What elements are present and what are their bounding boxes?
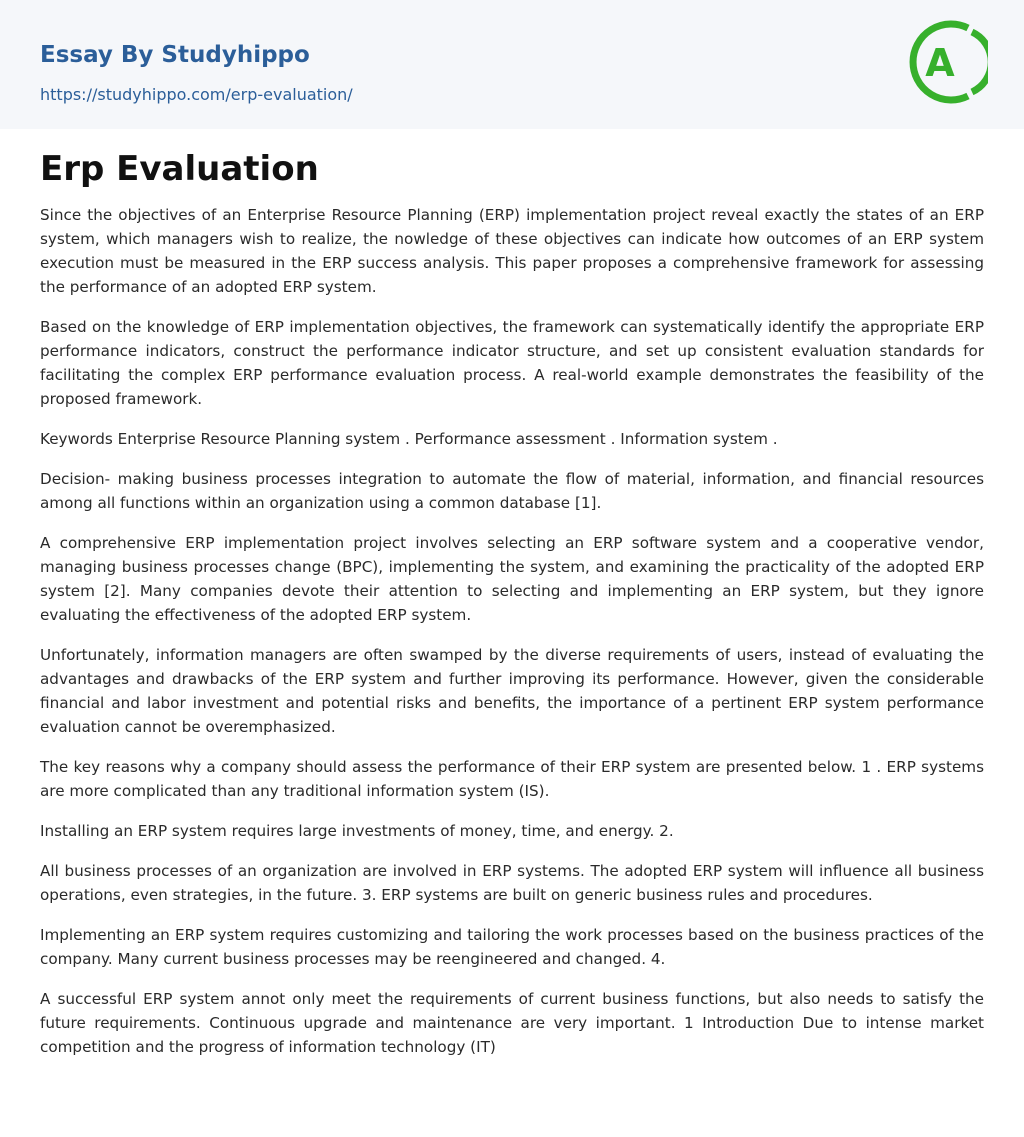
paragraph: A comprehensive ERP implementation project involves selecting an ERP software system and a cooperative vendor, managing business processes change (BPC), implementing the system, and examining the practicality of the adopted ERP system [2]. Many companies devote their attention to selecting and implementing an ERP system, but they ignore evaluating the effectiveness of the adopted ERP system. <box>40 534 984 624</box>
keywords-paragraph: Keywords Enterprise Resource Planning system . Performance assessment . Information system . <box>40 430 778 448</box>
paragraph: The key reasons why a company should assess the performance of their ERP system are presented below. 1 . ERP systems are more complicated than any traditional information system (IS). <box>40 758 984 800</box>
paragraph: A successful ERP system annot only meet the requirements of current business functions, but also needs to satisfy the future requirements. Continuous upgrade and maintenance are very important. 1 Introduction Due to intense market competition and the progress of information technology (IT) <box>40 990 984 1056</box>
paragraph: Unfortunately, information managers are often swamped by the diverse requirements of users, instead of evaluating the advantages and drawbacks of the ERP system and further improving its performance. However, given the considerable financial and labor investment and potential risks and benefits, the importance of a pertinent ERP system performance evaluation cannot be overemphasized. <box>40 646 984 736</box>
page-title: Erp Evaluation <box>40 149 319 189</box>
source-url-link[interactable]: https://studyhippo.com/erp-evaluation/ <box>40 85 353 104</box>
paragraph: Decision- making business processes integration to automate the flow of material, information, and financial resources among all functions within an organization using a common database [1]. <box>40 470 984 512</box>
paragraph: Installing an ERP system requires large investments of money, time, and energy. 2. <box>40 822 674 840</box>
article <box>0 129 1024 1059</box>
logo-letter: A <box>925 41 955 85</box>
paragraph: Since the objectives of an Enterprise Resource Planning (ERP) implementation project reveal exactly the states of an ERP system, which managers wish to realize, the nowledge of these objectives can indicate how outcomes of an ERP system execution must be measured in the ERP success analysis. This paper proposes a comprehensive framework for assessing the performance of an adopted ERP system. <box>40 206 984 296</box>
paragraph: Implementing an ERP system requires customizing and tailoring the work processes based on the business practices of the company. Many current business processes may be reengineered and changed. 4. <box>40 926 984 968</box>
paragraph: Based on the knowledge of ERP implementation objectives, the framework can systematically identify the appropriate ERP performance indicators, construct the performance indicator structure, and set up consistent evaluation standards for facilitating the complex ERP performance evaluation process. A real-world example demonstrates the feasibility of the proposed framework. <box>40 318 984 408</box>
site-header <box>0 0 1024 129</box>
paragraph: All business processes of an organization are involved in ERP systems. The adopted ERP system will influence all business operations, even strategies, in the future. 3. ERP systems are built on generic business rules and procedures. <box>40 862 984 904</box>
studyhippo-logo-icon[interactable] <box>908 18 988 106</box>
brand-title[interactable]: Essay By Studyhippo <box>40 42 310 68</box>
